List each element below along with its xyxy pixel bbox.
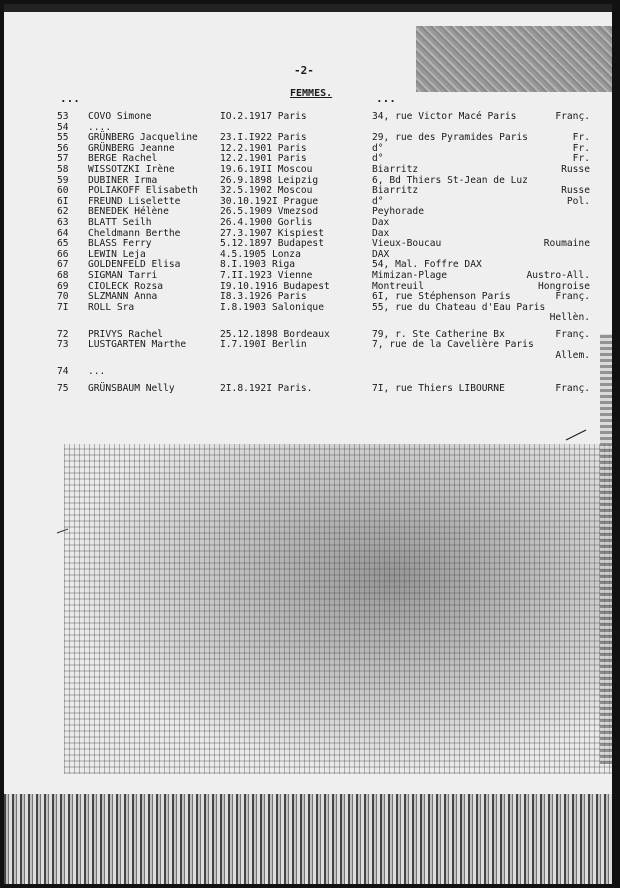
entry-birth: 12.2.1901 Paris — [220, 142, 307, 154]
checkmark-icon — [564, 428, 590, 442]
page-number: -2- — [294, 64, 314, 77]
entry-birth: I.7.190I Berlin — [220, 339, 307, 351]
entry-birth: I9.10.1916 Budapest — [220, 280, 330, 292]
entry-address: Dax — [372, 216, 390, 228]
entry-name: BERGE Rachel — [88, 153, 158, 165]
entry-name: ... — [88, 366, 106, 378]
entry-birth: I8.3.1926 Paris — [220, 291, 307, 303]
entry-name: SLZMANN Anna — [88, 291, 158, 303]
entry-birth: 30.10.192I Prague — [220, 195, 319, 207]
entry-nationality: Franç. — [555, 291, 590, 303]
entry-nationality: Austro-All. — [526, 269, 590, 281]
entry-number: 54 — [57, 121, 69, 133]
entry-number: 67 — [57, 259, 69, 271]
table-row — [4, 218, 612, 229]
entry-nationality: Fr. — [572, 142, 590, 154]
entry-nationality: Fr. — [572, 153, 590, 165]
entry-number: 59 — [57, 174, 69, 186]
section-title: FEMMES. — [290, 88, 333, 99]
entry-birth: 19.6.19II Moscou — [220, 163, 313, 175]
scan-edge-noise — [600, 334, 612, 764]
entry-name: GRÜNSBAUM Nelly — [88, 382, 175, 394]
entry-name: GRÜNBERG Jacqueline — [88, 132, 198, 144]
entry-birth: 2I.8.192I Paris. — [220, 382, 313, 394]
entry-name: PRIVYS Rachel — [88, 328, 164, 340]
entry-birth: 26.5.1909 Vmezsod — [220, 206, 319, 218]
table-row — [4, 271, 612, 282]
entry-name: FREUND Liselette — [88, 195, 181, 207]
entry-address: Biarritz — [372, 185, 419, 197]
scan-bottom-noise — [4, 794, 612, 884]
entry-address: 7I, rue Thiers LIBOURNE — [372, 382, 505, 394]
header-dots-left: ... — [60, 92, 80, 105]
entry-birth: 27.3.1907 Kispiest — [220, 227, 324, 239]
entry-name: LEWIN Leja — [88, 248, 146, 260]
entry-address: DAX — [372, 248, 390, 260]
entry-number: 58 — [57, 163, 69, 175]
header-dots-right: ... — [376, 92, 396, 105]
entry-address: 54, Mal. Foffre DAX — [372, 259, 482, 271]
entry-name: GOLDENFELD Elisa — [88, 259, 181, 271]
entry-name: ROLL Sra — [88, 301, 135, 313]
entry-birth: 12.2.1901 Paris — [220, 153, 307, 165]
entry-number: 68 — [57, 269, 69, 281]
entry-name: DUBINER Irma — [88, 174, 158, 186]
entry-nationality: Russe — [561, 163, 590, 175]
entry-address: 7, rue de la Cavelière Paris — [372, 339, 534, 351]
entry-nationality: Pol. — [566, 195, 590, 207]
entry-birth: 8.I.1903 Riga — [220, 259, 296, 271]
entry-address: Biarritz — [372, 163, 419, 175]
entry-name: BLASS Ferry — [88, 238, 152, 250]
entry-address: 6, Bd Thiers St-Jean de Luz — [372, 174, 528, 186]
entry-number: 65 — [57, 238, 69, 250]
entry-nationality: Franç. — [555, 382, 590, 394]
entry-address: 79, r. Ste Catherine Bx — [372, 328, 505, 340]
scan-smudge — [416, 26, 612, 92]
entry-nationality: Fr. — [572, 132, 590, 144]
document-page — [4, 4, 612, 884]
entry-number: 62 — [57, 206, 69, 218]
entry-birth: I.8.1903 Salonique — [220, 301, 324, 313]
scan-noise — [64, 444, 612, 774]
entry-name: .... — [88, 121, 112, 133]
entry-address: 34, rue Victor Macé Paris — [372, 111, 517, 122]
entry-name: GRÜNBERG Jeanne — [88, 142, 175, 154]
entry-number: 73 — [57, 339, 69, 351]
entry-name: LUSTGARTEN Marthe — [88, 339, 187, 351]
entry-number: 74 — [57, 366, 69, 378]
entry-address: Dax — [372, 227, 390, 239]
table-row — [4, 165, 612, 176]
entry-birth: 26.4.1900 Gorlis — [220, 216, 313, 228]
entry-number: 53 — [57, 111, 69, 122]
scan-top-border — [4, 4, 612, 12]
entry-number: 72 — [57, 328, 69, 340]
entry-number: 7I — [57, 301, 69, 313]
entry-number: 60 — [57, 185, 69, 197]
entry-address: Vieux-Boucau — [372, 238, 442, 250]
entry-address: 55, rue du Chateau d'Eau Paris — [372, 301, 546, 313]
table-row — [4, 112, 612, 123]
entry-number: 6I — [57, 195, 69, 207]
entry-nationality: Franç. — [555, 328, 590, 340]
entry-number: 56 — [57, 142, 69, 154]
entry-name: Cheldmann Berthe — [88, 227, 181, 239]
table-row — [4, 303, 612, 324]
entry-address: d° — [372, 195, 384, 207]
entry-name: BLATT Seilh — [88, 216, 152, 228]
entry-birth: 4.5.1905 Lonza — [220, 248, 301, 260]
entry-birth: 23.I.I922 Paris — [220, 132, 307, 144]
entry-number: 70 — [57, 291, 69, 303]
entry-birth: 25.12.1898 Bordeaux — [220, 328, 330, 340]
entry-address: 6I, rue Stéphenson Paris — [372, 291, 511, 303]
entry-birth: 32.5.1902 Moscou — [220, 185, 313, 197]
entry-number: 64 — [57, 227, 69, 239]
register-list — [4, 112, 612, 394]
entry-birth: 5.12.1897 Budapest — [220, 238, 324, 250]
entry-address: Mimizan-Plage — [372, 269, 448, 281]
table-row — [4, 340, 612, 361]
entry-nationality: Franç. — [555, 111, 590, 122]
entry-name: BENEDEK Hélène — [88, 206, 169, 218]
entry-address: Montreuil — [372, 280, 424, 292]
entry-address: Peyhorade — [372, 206, 424, 218]
entry-address: d° — [372, 142, 384, 154]
entry-number: 63 — [57, 216, 69, 228]
entry-nationality: Hellèn. — [549, 312, 590, 324]
entry-birth: 7.II.1923 Vienne — [220, 269, 313, 281]
entry-nationality: Roumaine — [543, 238, 590, 250]
entry-name: POLIAKOFF Elisabeth — [88, 185, 198, 197]
entry-number: 75 — [57, 382, 69, 394]
entry-number: 57 — [57, 153, 69, 165]
entry-birth: 26.9.1898 Leipzig — [220, 174, 319, 186]
entry-number: 55 — [57, 132, 69, 144]
entry-name: SIGMAN Tarri — [88, 269, 158, 281]
entry-nationality: Russe — [561, 185, 590, 197]
entry-address: 29, rue des Pyramides Paris — [372, 132, 528, 144]
entry-birth: IO.2.1917 Paris — [220, 111, 307, 122]
entry-nationality: Hongroise — [538, 280, 590, 292]
entry-name: WISSOTZKI Irène — [88, 163, 175, 175]
entry-address: d° — [372, 153, 384, 165]
entry-nationality: Allem. — [555, 349, 590, 361]
entry-name: CIOLECK Rozsa — [88, 280, 164, 292]
table-row — [4, 367, 612, 378]
entry-name: COVO Simone — [88, 111, 152, 122]
entry-number: 66 — [57, 248, 69, 260]
entry-number: 69 — [57, 280, 69, 292]
table-row — [4, 384, 612, 395]
